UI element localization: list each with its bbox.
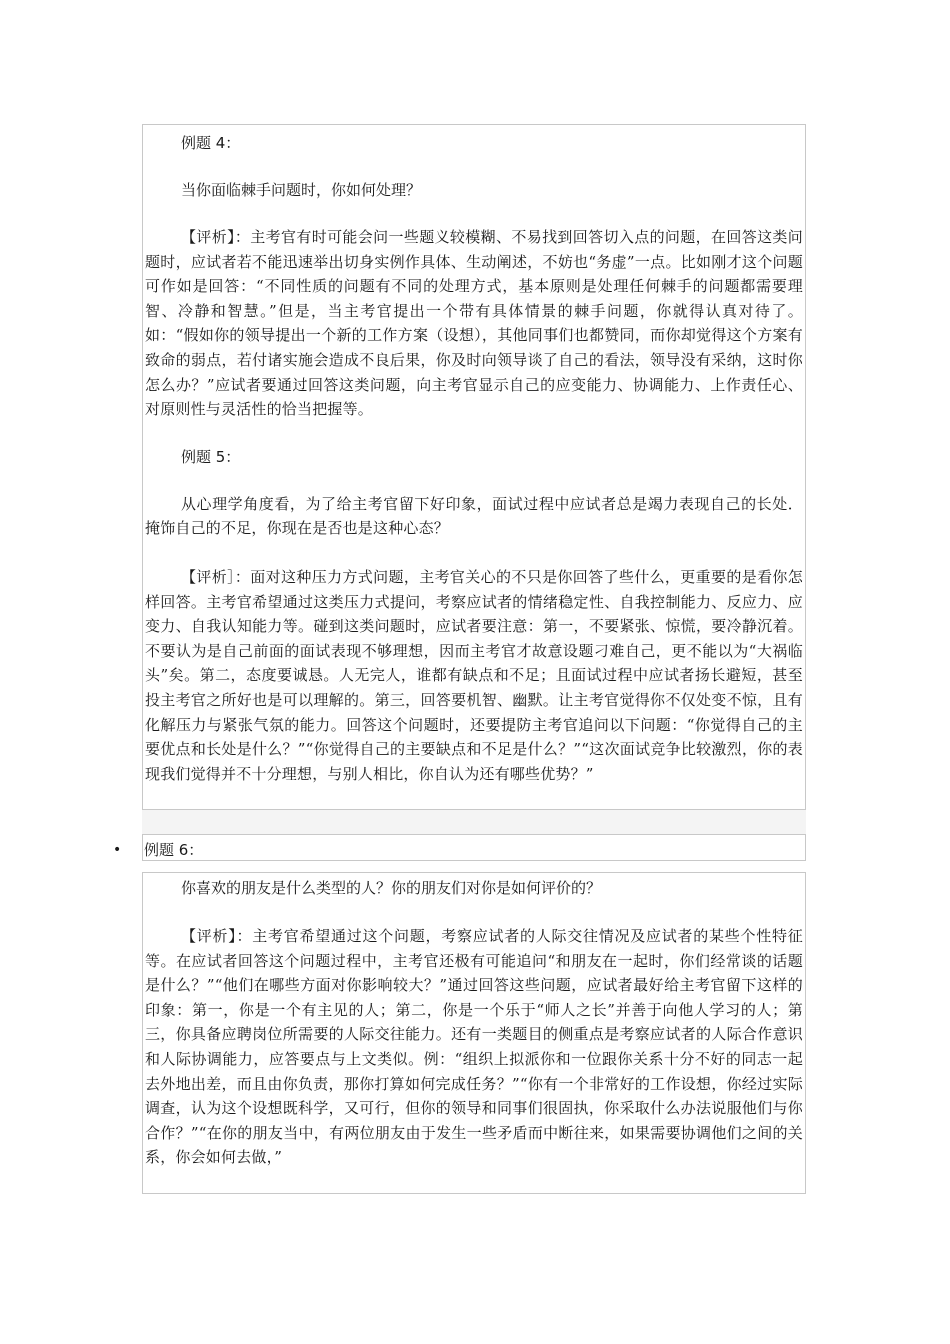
example-4-title: 例题 4： [181,134,241,152]
example-4-analysis: 【评析】：主考官有时可能会问一些题义较模糊、不易找到回答切入点的问题，在回答这类问题时，应试者若不能迅速举出切身实例作具体、生动阐述，不妨也“务虚”一点。比如刚才这个问题可作如是回答：“不同性质的问题有不同的处理方式，基本原则是处理任何棘手的问题都需要理智、冷静和智慧。”但是，当主考官提出一个带有具体情景的棘手问题，你就得认真对待了。如：“假如你的领导提出一个新的工作方案（设想），其他同事们也都赞同，而你却觉得这个方案有致命的弱点，若付诸实施会造成不良后果，你及时向领导谈了自己的看法，领导没有采纳，这时你怎么办？”应试者要通过回答这类问题，向主考官显示自己的应变能力、协调能力、上作责任心、对原则性与灵活性的恰当把握等。 [145,228,803,419]
list-bullet: • [113,842,122,858]
example-6-block [142,872,806,1194]
example-6-title: 例题 6： [144,841,204,859]
example-5-title: 例题 5： [181,447,241,466]
example-5-question: 从心理学角度看，为了给主考官留下好印象，面试过程中应试者总是竭力表现自己的长处．掩饰自己的不足，你现在是否也是这种心态？ [145,494,803,538]
example-5-analysis: 【评析］：面对这种压力方式问题，主考官关心的不只是你回答了些什么，更重要的是看你怎样回答。主考官希望通过这类压力式提问，考察应试者的情绪稳定性、自我控制能力、反应力、应变力、自我认知能力等。碰到这类问题时，应试者要注意：第一，不要紧张、惊慌，要冷静沉着。不要认为是自己前面的面试表现不够理想，因而主考官才故意设题刁难自己，更不能以为“大祸临头”矣。第二，态度要诚恳。人无完人，谁都有缺点和不足；且面试过程中应试者扬长避短，甚至投主考官之所好也是可以理解的。第三，回答要机智、幽默。让主考官觉得你不仅处变不惊，且有化解压力与紧张气氛的能力。回答这个问题时，还要提防主考官追问以下问题：“你觉得自己的主要优点和长处是什么？”“你觉得自己的主要缺点和不足是什么？”“这次面试竞争比较激烈，你的表现我们觉得并不十分理想，与别人相比，你自认为还有哪些优势？” [145,567,803,783]
example-4-5-block [142,124,806,810]
example-6-title-box [142,834,806,861]
example-4-question: 当你面临棘手问题时，你如何处理？ [181,181,422,199]
separator-band [142,810,806,834]
example-6-question: 你喜欢的朋友是什么类型的人？你的朋友们对你是如何评价的？ [181,879,602,897]
example-6-analysis: 【评析】：主考官希望通过这个问题，考察应试者的人际交往情况及应试者的某些个性特征等。在应试者回答这个问题过程中，主考官还极有可能追问“和朋友在一起时，你们经常谈的话题是什么？”“他们在哪些方面对你影响较大？”通过回答这些问题，应试者最好给主考官留下这样的印象：第一，你是一个有主见的人；第二，你是一个乐于“师人之长”并善于向他人学习的人；第三，你具备应聘岗位所需要的人际交往能力。还有一类题目的侧重点是考察应试者的人际合作意识和人际协调能力，应答要点与上文类似。例：“组织上拟派你和一位跟你关系十分不好的同志一起去外地出差，而且由你负责，那你打算如何完成任务？”“你有一个非常好的工作设想，你经过实际调查，认为这个设想既科学，又可行，但你的领导和同事们很固执，你采取什么办法说服他们与你合作？”“在你的朋友当中，有两位朋友由于发生一些矛盾而中断往来，如果需要协调他们之间的关系，你会如何去做，” [145,927,803,1167]
